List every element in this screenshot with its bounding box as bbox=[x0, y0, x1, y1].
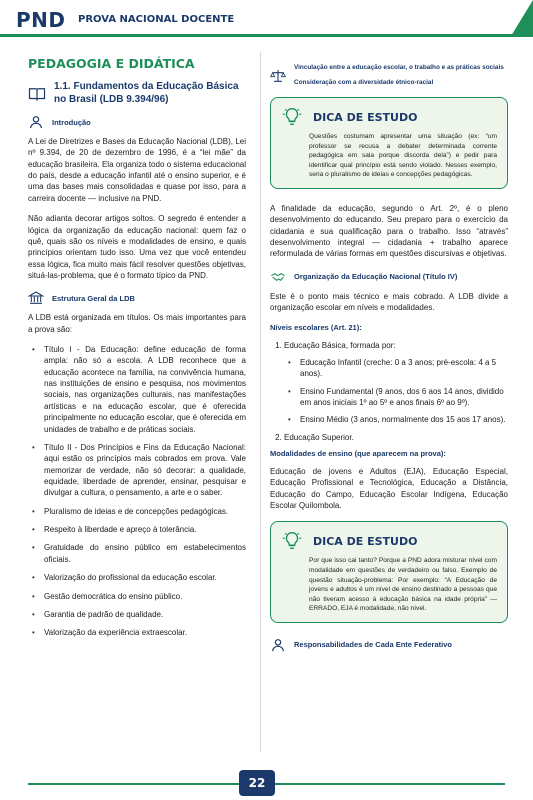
niveis-list bbox=[270, 340, 508, 444]
column-divider bbox=[260, 52, 261, 752]
lightbulb-icon bbox=[281, 530, 303, 552]
list-item: • Respeito à liberdade e apreço à tolerância. bbox=[38, 524, 246, 535]
list-item: • Ensino Fundamental (9 anos, dos 6 aos 14 anos, dividido em anos iniciais 1º ao 5º e anos finais 6º ao 9º). bbox=[294, 386, 508, 409]
left-column bbox=[28, 56, 246, 646]
organizacao-paragraph: Este é o ponto mais técnico e mais cobrado. A LDB divide a organização escolar em níveis e modalidades. bbox=[270, 291, 508, 313]
list-item: • Gratuidade do ensino público em estabelecimentos oficiais. bbox=[38, 542, 246, 565]
modalidades-heading: Modalidades de ensino (que aparecem na prova): bbox=[270, 449, 446, 459]
header-subtitle: PROVA NACIONAL DOCENTE bbox=[78, 14, 235, 25]
subsection-heading bbox=[28, 81, 246, 106]
titulos-list bbox=[28, 344, 246, 499]
header-corner-accent bbox=[511, 0, 533, 36]
study-tip-text: Por que isso cai tanto? Porque a PND adora misturar nível com modalidade em questões de verdadeiro ou falso. Exemplo de questão situação-problema: Por exemplo: “A Educação de jovens e adultos é um nível de ensino destinado a pessoas que não tiveram acesso à educação básica na idade própria” — ERRADO, EJA é modalidade, não nível. bbox=[309, 557, 497, 613]
vinculacao-text: Vinculação entre a educação escolar, o trabalho e as práticas sociais bbox=[294, 64, 504, 71]
list-item: • Valorização do profissional da educação escolar. bbox=[38, 572, 246, 583]
study-tip-header bbox=[281, 530, 497, 552]
diversidade-text: Consideração com a diversidade étnico-racial bbox=[294, 78, 434, 86]
page-number: 22 bbox=[239, 770, 275, 796]
intro-heading bbox=[28, 114, 246, 130]
list-item: • Gestão democrática do ensino público. bbox=[38, 591, 246, 602]
study-tip-box-2 bbox=[270, 521, 508, 622]
pnd-logo: PND bbox=[16, 8, 66, 32]
list-item bbox=[284, 340, 508, 426]
study-tip-header bbox=[281, 106, 497, 128]
intro-paragraph-2: Não adianta decorar artigos soltos. O segredo é entender a lógica da organização da educação nacional: quem faz o quê, quais são os níveis e modalidades de ensino, e quais princípios orientam tudo isso. Uma vez que você entendeu essa lógica, fica muito mais fácil resolver questões objetivas, situá-las-problema, que é o formato típico da PND. bbox=[28, 214, 246, 280]
person-icon bbox=[270, 637, 286, 653]
estrutura-heading-label: Estrutura Geral da LDB bbox=[52, 293, 135, 303]
page-footer bbox=[0, 770, 533, 800]
vinculacao-block bbox=[270, 64, 508, 87]
responsabilidades-heading-label: Responsabilidades de Cada Ente Federativo bbox=[294, 640, 452, 650]
right-column bbox=[270, 64, 508, 659]
organizacao-heading bbox=[270, 269, 508, 285]
list-item: • Pluralismo de ideias e de concepções pedagógicas. bbox=[38, 506, 246, 517]
nivel-label: Educação Superior. bbox=[284, 432, 354, 442]
responsabilidades-heading bbox=[270, 637, 508, 653]
estrutura-heading bbox=[28, 290, 246, 306]
page-header bbox=[0, 0, 533, 40]
intro-paragraph-1: A Lei de Diretrizes e Bases da Educação Nacional (LDB), Lei nº 9.394, de 20 de dezembro de 1996, é a “lei mãe” da educação brasileira. Ela organiza todo o sistema educacional do país, desde a educação infantil até o ensino superior, e é uma das bases mais consolidadas e quase por isso, para a carreira docente — inclusive na PND. bbox=[28, 137, 246, 203]
lightbulb-icon bbox=[281, 106, 303, 128]
list-item bbox=[284, 432, 508, 443]
person-icon bbox=[28, 114, 44, 130]
modalidades-paragraph: Educação de jovens e Adultos (EJA), Educação Especial, Educação Profissional e Tecnológica, Educação a Distância, Educação do Campo, Educação Escolar Indígena, Educação Escolar Quilombola. bbox=[270, 467, 508, 511]
study-tip-box-1 bbox=[270, 97, 508, 189]
list-item: • Título II - Dos Princípios e Fins da Educação Nacional: aqui estão os princípios mais cobrados em prova. Vale memorizar de verdade, não só decorar: a qualidade, equidade, liberdade de aprender, ensinar, pesquisar e divulgar a cultura, o pensamento, a arte e o saber. bbox=[38, 442, 246, 499]
study-tip-text: Questões costumam apresentar uma situação (ex: “um professor se recusa a debater determinada corrente pedagógica em sala porque discorda dela”) e pedir para identificar qual princípio está sendo violado. Nesses exemplo, seria o pluralismo de ideias e concepções pedagógicas. bbox=[309, 133, 497, 179]
institution-icon bbox=[28, 290, 44, 306]
study-tip-title: DICA DE ESTUDO bbox=[313, 110, 418, 124]
niveis-heading: Níveis escolares (Art. 21): bbox=[270, 322, 362, 332]
principios-list bbox=[28, 506, 246, 639]
list-item: • Título I - Da Educação: define educação de forma ampla: não só a escola. A LDB reconhece que a educação acontece na família, na convivência humana, nas instituições de ensino e pesquisa, nos movimentos sociais, nas organizações culturais, nas manifestações artísticas e na educação escolar, que é oferecida principalmente no educação escolar, que é oferecida em unidades de trabalho e de práticas sociais. bbox=[38, 344, 246, 435]
scales-icon bbox=[270, 68, 286, 84]
list-item: • Ensino Médio (3 anos, normalmente dos 15 aos 17 anos). bbox=[294, 414, 508, 425]
subsection-title: 1.1. Fundamentos da Educação Básica no Brasil (LDB 9.394/96) bbox=[54, 81, 239, 105]
list-item: • Garantia de padrão de qualidade. bbox=[38, 609, 246, 620]
study-tip-title: DICA DE ESTUDO bbox=[313, 534, 418, 548]
section-title: PEDAGOGIA E DIDÁTICA bbox=[28, 56, 195, 71]
handshake-icon bbox=[270, 269, 286, 285]
book-icon bbox=[28, 85, 46, 103]
list-item: • Valorização da experiência extraescolar. bbox=[38, 627, 246, 638]
list-item: • Educação Infantil (creche: 0 a 3 anos; pré-escola: 4 a 5 anos). bbox=[294, 357, 508, 380]
nivel-label: Educação Básica, formada por: bbox=[284, 340, 396, 350]
intro-heading-label: Introdução bbox=[52, 117, 91, 127]
finalidade-paragraph: A finalidade da educação, segundo o Art. 2º, é o pleno desenvolvimento do educando. Seu preparo para o exercício da cidadania e sua qualificação para o trabalho. Isso “através” desenvolvimento integral — cidadania + trabalho aparece reformulada de várias formas em questões discursivas e objetivas. bbox=[270, 204, 508, 259]
estrutura-paragraph: A LDB está organizada em títulos. Os mais importantes para a prova são: bbox=[28, 313, 246, 334]
header-rule bbox=[0, 34, 533, 37]
organizacao-heading-label: Organização da Educação Nacional (Título IV) bbox=[294, 272, 458, 282]
